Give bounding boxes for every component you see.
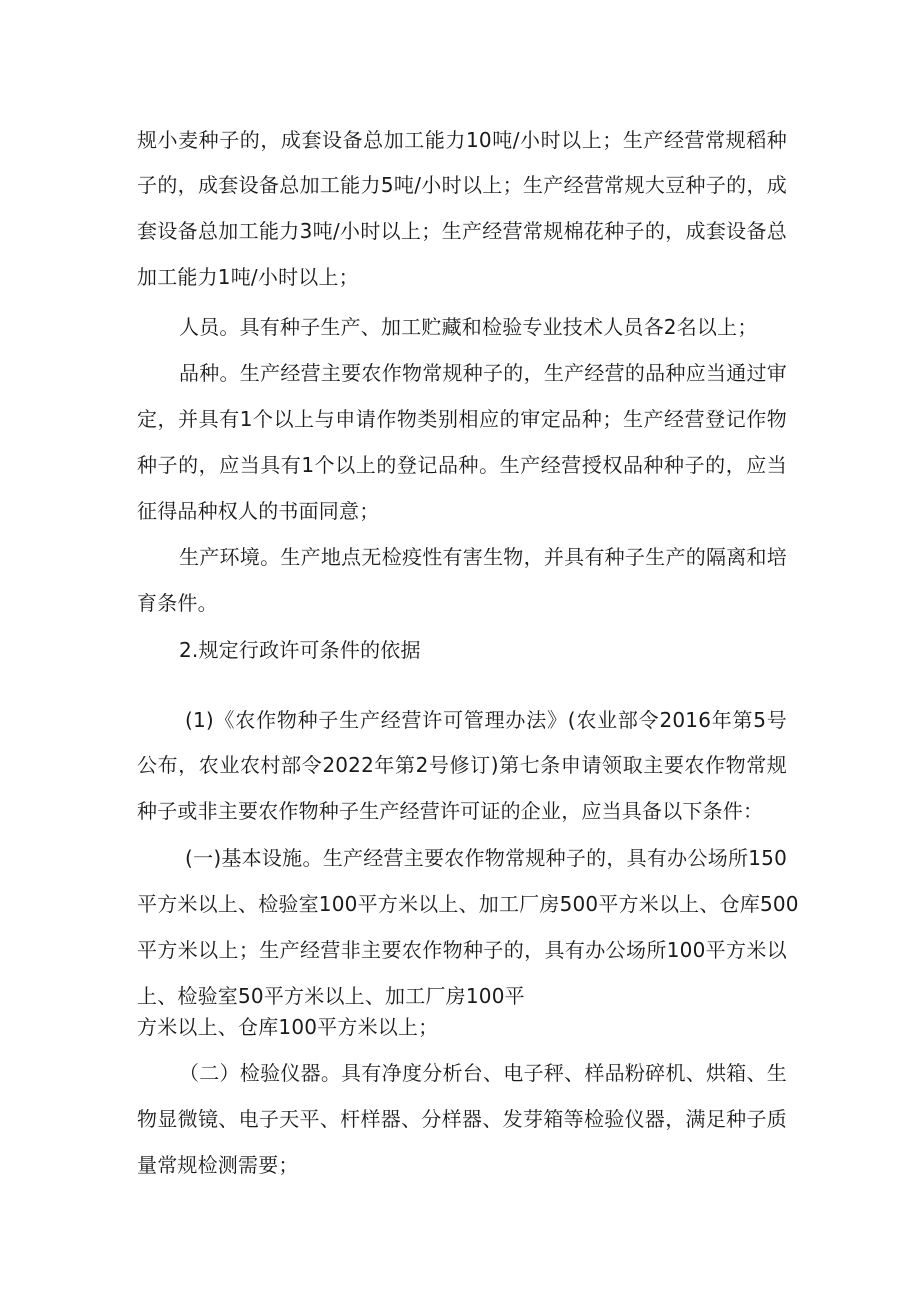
section-heading: 2.规定行政许可条件的依据 xyxy=(179,638,421,662)
text-line-17: 平方米以上、检验室100平方米以上、加工厂房500平方米以上、仓库500 xyxy=(137,892,799,916)
text-line-21: （二）检验仪器。具有净度分析台、电子秤、样品粉碎机、烘箱、生 xyxy=(179,1061,787,1085)
text-line-23: 量常规检测需要； xyxy=(137,1153,299,1177)
text-line-8: 种子的，应当具有1个以上的登记品种。生产经营授权品种种子的，应当 xyxy=(137,453,787,477)
text-line-6: 品种。生产经营主要农作物常规种子的，生产经营的品种应当通过审 xyxy=(179,361,787,385)
text-line-20: 方米以上、仓库100平方米以上； xyxy=(137,1015,439,1039)
text-line-10: 生产环境。生产地点无检疫性有害生物，并具有种子生产的隔离和培 xyxy=(179,545,787,569)
text-line-7: 定，并具有1个以上与申请作物类别相应的审定品种；生产经营登记作物 xyxy=(137,407,787,431)
text-line-22: 物显微镜、电子天平、杆样器、分样器、发芽箱等检验仪器，满足种子质 xyxy=(137,1107,787,1131)
text-line-4: 加工能力1吨/小时以上； xyxy=(137,265,359,289)
text-line-1: 规小麦种子的，成套设备总加工能力10吨/小时以上；生产经营常规稻种 xyxy=(137,128,787,152)
text-line-18: 平方米以上；生产经营非主要农作物种子的，具有办公场所100平方米以 xyxy=(137,938,787,962)
text-line-13: (1)《农作物种子生产经营许可管理办法》(农业部令2016年第5号 xyxy=(185,708,787,732)
text-line-5: 人员。具有种子生产、加工贮藏和检验专业技术人员各2名以上； xyxy=(179,315,758,339)
text-line-11: 育条件。 xyxy=(137,591,218,615)
text-line-14: 公布，农业农村部令2022年第2号修订)第七条申请领取主要农作物常规 xyxy=(137,753,787,777)
text-line-15: 种子或非主要农作物种子生产经营许可证的企业，应当具备以下条件： xyxy=(137,799,764,823)
text-line-19: 上、检验室50平方米以上、加工厂房100平 xyxy=(137,984,525,1008)
text-line-9: 征得品种权人的书面同意； xyxy=(137,499,380,523)
text-line-3: 套设备总加工能力3吨/小时以上；生产经营常规棉花种子的，成套设备总 xyxy=(137,219,787,243)
text-line-2: 子的，成套设备总加工能力5吨/小时以上；生产经营常规大豆种子的，成 xyxy=(137,173,787,197)
text-line-16: (一)基本设施。生产经营主要农作物常规种子的，具有办公场所150 xyxy=(185,846,787,870)
